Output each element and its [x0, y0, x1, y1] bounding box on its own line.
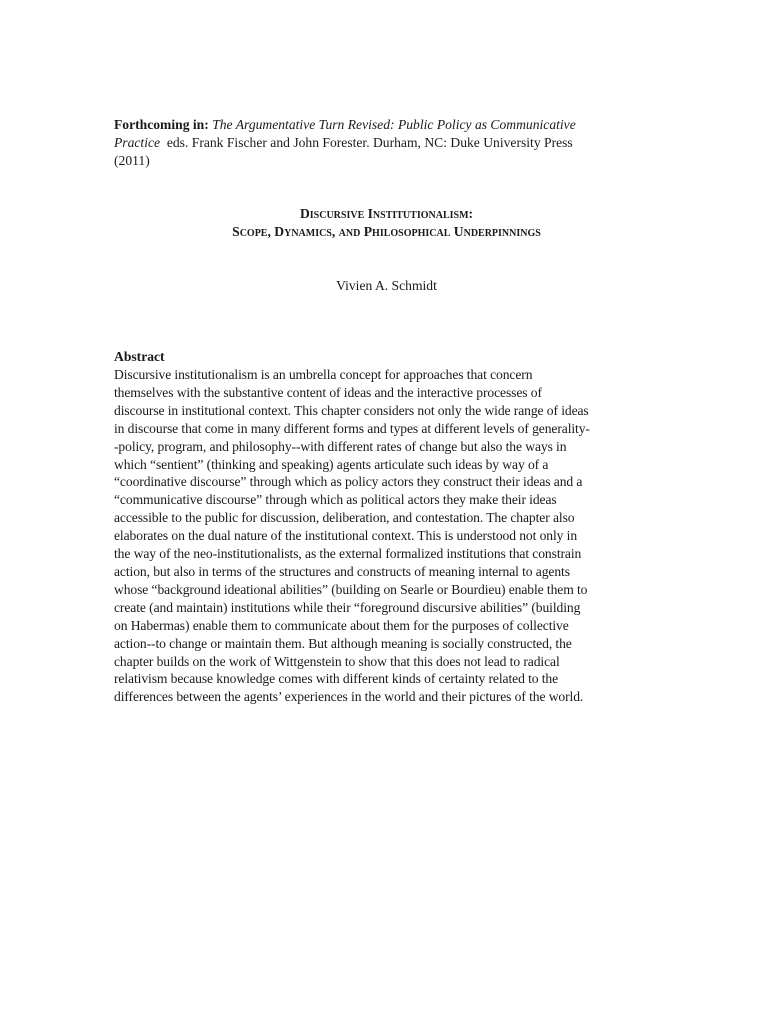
- abstract-line: which “sentient” (thinking and speaking) agents articulate such ideas by way of a: [114, 456, 549, 472]
- author-name: Vivien A. Schmidt: [336, 278, 437, 293]
- abstract-line: create (and maintain) institutions while their “foreground discursive abilities” (building: [114, 599, 581, 615]
- abstract-line: “communicative discourse” through which as political actors they make their ideas: [114, 492, 557, 508]
- abstract-line: -policy, program, and philosophy--with different rates of change but also the ways in: [114, 438, 567, 454]
- abstract-line: relativism because knowledge comes with different kinds of certainty related to the: [114, 671, 559, 687]
- abstract-section: [114, 348, 659, 706]
- title-line2: Scope, Dynamics, and Philosophical Underpinnings: [232, 224, 541, 239]
- book-title-line1: The Argumentative Turn Revised: Public Policy as Communicative: [212, 117, 576, 132]
- abstract-line: the way of the neo-institutionalists, as the external formalized institutions that constrain: [114, 546, 582, 562]
- abstract-body: [114, 366, 659, 706]
- abstract-line: differences between the agents’ experiences in the world and their pictures of the world.: [114, 689, 584, 705]
- forthcoming-citation: [114, 116, 659, 170]
- abstract-line: action--to change or maintain them. But although meaning is socially constructed, the: [114, 635, 572, 651]
- abstract-heading: Abstract: [114, 349, 165, 364]
- abstract-line: action, but also in terms of the structures and constructs of meaning internal to agents: [114, 563, 570, 579]
- abstract-line: whose “background ideational abilities” (building on Searle or Bourdieu) enable them to: [114, 581, 588, 597]
- title-line1: Discursive Institutionalism:: [299, 206, 474, 221]
- abstract-line: accessible to the public for discussion, deliberation, and contestation. The chapter also: [114, 510, 575, 526]
- paper-title: [114, 205, 659, 241]
- publication-year: (2011): [114, 153, 150, 168]
- editors-publisher: eds. Frank Fischer and John Forester. Durham, NC: Duke University Press: [166, 135, 573, 150]
- abstract-line: elaborates on the dual nature of the institutional context. This is understood not only in: [114, 528, 578, 544]
- abstract-line: on Habermas) enable them to communicate about them for the purposes of collective: [114, 617, 569, 633]
- abstract-line: in discourse that come in many different forms and types at different levels of generality-: [114, 420, 590, 436]
- abstract-line: “coordinative discourse” through which as policy actors they construct their ideas and a: [114, 474, 583, 490]
- forthcoming-label: Forthcoming in:: [114, 117, 209, 132]
- abstract-line: chapter builds on the work of Wittgenstein to show that this does not lead to radical: [114, 653, 560, 669]
- abstract-line: themselves with the substantive content of ideas and the interactive processes of: [114, 384, 542, 400]
- book-title-line2: Practice: [114, 135, 161, 150]
- abstract-line: discourse in institutional context. This chapter considers not only the wide range of ideas: [114, 402, 589, 418]
- abstract-line: Discursive institutionalism is an umbrella concept for approaches that concern: [114, 367, 533, 382]
